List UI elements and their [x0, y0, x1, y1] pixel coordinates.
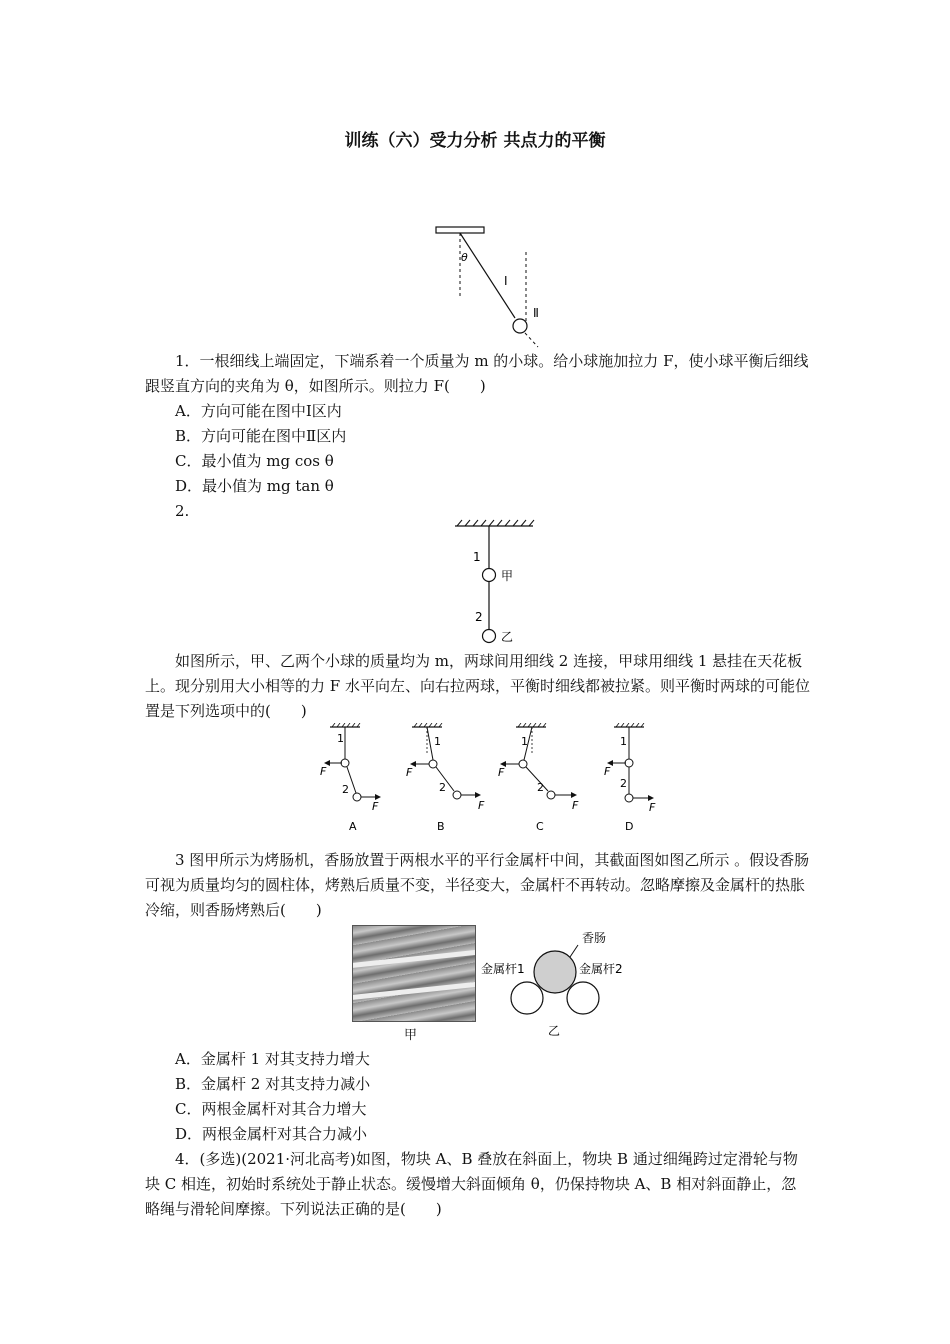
- choice-a-force-left: F: [320, 765, 327, 778]
- ceiling-plate: [436, 227, 484, 233]
- extension-dashed-line: [525, 333, 538, 347]
- choice-c-label: C: [536, 820, 544, 833]
- choice-d-line2: 2: [620, 777, 627, 790]
- q1-stem: 1．一根细线上端固定，下端系着一个质量为 m 的小球。给小球施加拉力 F，使小球平衡后细线跟竖直方向的夹角为 θ，如图所示。则拉力 F( ): [145, 352, 809, 395]
- q1-option-b: B．方向可能在图中Ⅱ区内: [175, 427, 347, 445]
- rod-1-circle: [511, 982, 543, 1014]
- page-title: 训练（六）受力分析 共点力的平衡: [344, 131, 606, 151]
- choice-c-line2: 2: [537, 781, 544, 794]
- choice-c-force-right: F: [572, 799, 579, 812]
- choice-a-force-right: F: [372, 800, 379, 813]
- choice-d-diagram: [604, 723, 656, 833]
- choice-b-label: B: [437, 820, 445, 833]
- choice-d-force-left: F: [604, 765, 611, 778]
- choice-c-line1: 1: [521, 735, 528, 748]
- choice-a-diagram: [320, 723, 380, 833]
- sausage-label: 香肠: [582, 931, 607, 945]
- ceiling-hatch: [457, 520, 534, 526]
- rod-2-label: 金属杆2: [579, 962, 623, 976]
- q3-option-b: B．金属杆 2 对其支持力减小: [175, 1075, 371, 1093]
- ball-jia: [483, 569, 496, 582]
- ball: [513, 319, 527, 333]
- choice-b-force-left: F: [406, 766, 413, 779]
- choice-b-force-right: F: [478, 799, 485, 812]
- q4-stem: 4．(多选)(2021·河北高考)如图，物块 A、B 叠放在斜面上，物块 B 通过细绳跨过定滑轮与物块 C 相连，初始时系统处于静止状态。缓慢增大斜面倾角 θ，仍保持物块 A、B 相对斜面静止，忽略绳与滑轮间摩擦。下列说法正确的是( ): [145, 1150, 798, 1218]
- rod-1-label: 金属杆1: [481, 962, 525, 976]
- choice-c-force-left: F: [498, 766, 505, 779]
- q2-hanging-balls-figure: [445, 518, 545, 648]
- q2-stem: 如图所示，甲、乙两个小球的质量均为 m，两球间用细线 2 连接，甲球用细线 1 悬挂在天花板上。现分别用大小相等的力 F 水平向左、向右拉两球，平衡时细线都被拉紧。则平衡时两球的可能位置是下列选项中的( ): [145, 652, 810, 720]
- sausage-circle: [534, 951, 576, 993]
- choice-a-label: A: [349, 820, 357, 833]
- rod-2-circle: [567, 982, 599, 1014]
- choice-d-label: D: [625, 820, 634, 833]
- q3-option-d: D．两根金属杆对其合力减小: [175, 1125, 368, 1143]
- theta-label: θ: [461, 251, 468, 264]
- string-2-label: 2: [475, 610, 483, 624]
- sausage-leader: [570, 945, 578, 957]
- q2-choices-figure: [318, 723, 668, 838]
- choice-a-line1: 1: [337, 732, 344, 745]
- region-1-label: Ⅰ: [504, 274, 508, 288]
- sausage-grill-photo: [352, 925, 476, 1022]
- choice-c-diagram: [498, 723, 579, 833]
- q3-option-a: A．金属杆 1 对其支持力增大: [175, 1050, 370, 1068]
- choice-b-line2: 2: [439, 781, 446, 794]
- choice-b-diagram: [406, 723, 485, 833]
- figure-yi-caption: 乙: [548, 1024, 561, 1038]
- choice-d-force-right: F: [649, 801, 656, 814]
- ball-jia-label: 甲: [501, 569, 514, 583]
- q1-option-a: A．方向可能在图中Ⅰ区内: [175, 402, 342, 420]
- q1-pendulum-figure: [420, 222, 550, 352]
- choice-d-line1: 1: [620, 735, 627, 748]
- q1-option-d: D．最小值为 mg tan θ: [175, 477, 334, 495]
- ball-yi-label: 乙: [501, 630, 514, 644]
- sausage-cross-section-figure: [478, 925, 638, 1040]
- choice-b-line1: 1: [434, 735, 441, 748]
- q2-number: 2.: [175, 502, 190, 520]
- choice-a-line2: 2: [342, 783, 349, 796]
- ball-yi: [483, 630, 496, 643]
- string-1-label: 1: [473, 550, 481, 564]
- region-2-label: Ⅱ: [533, 306, 539, 320]
- figure-jia-caption: 甲: [404, 1028, 418, 1043]
- q3-option-c: C．两根金属杆对其合力增大: [175, 1100, 367, 1118]
- q1-option-c: C．最小值为 mg cos θ: [175, 452, 334, 470]
- q3-stem: 3 图甲所示为烤肠机，香肠放置于两根水平的平行金属杆中间，其截面图如图乙所示 。假设香肠可视为质量均匀的圆柱体，烤熟后质量不变，半径变大，金属杆不再转动。忽略摩擦及金属杆的热胀冷缩，则香肠烤熟后( ): [145, 851, 810, 919]
